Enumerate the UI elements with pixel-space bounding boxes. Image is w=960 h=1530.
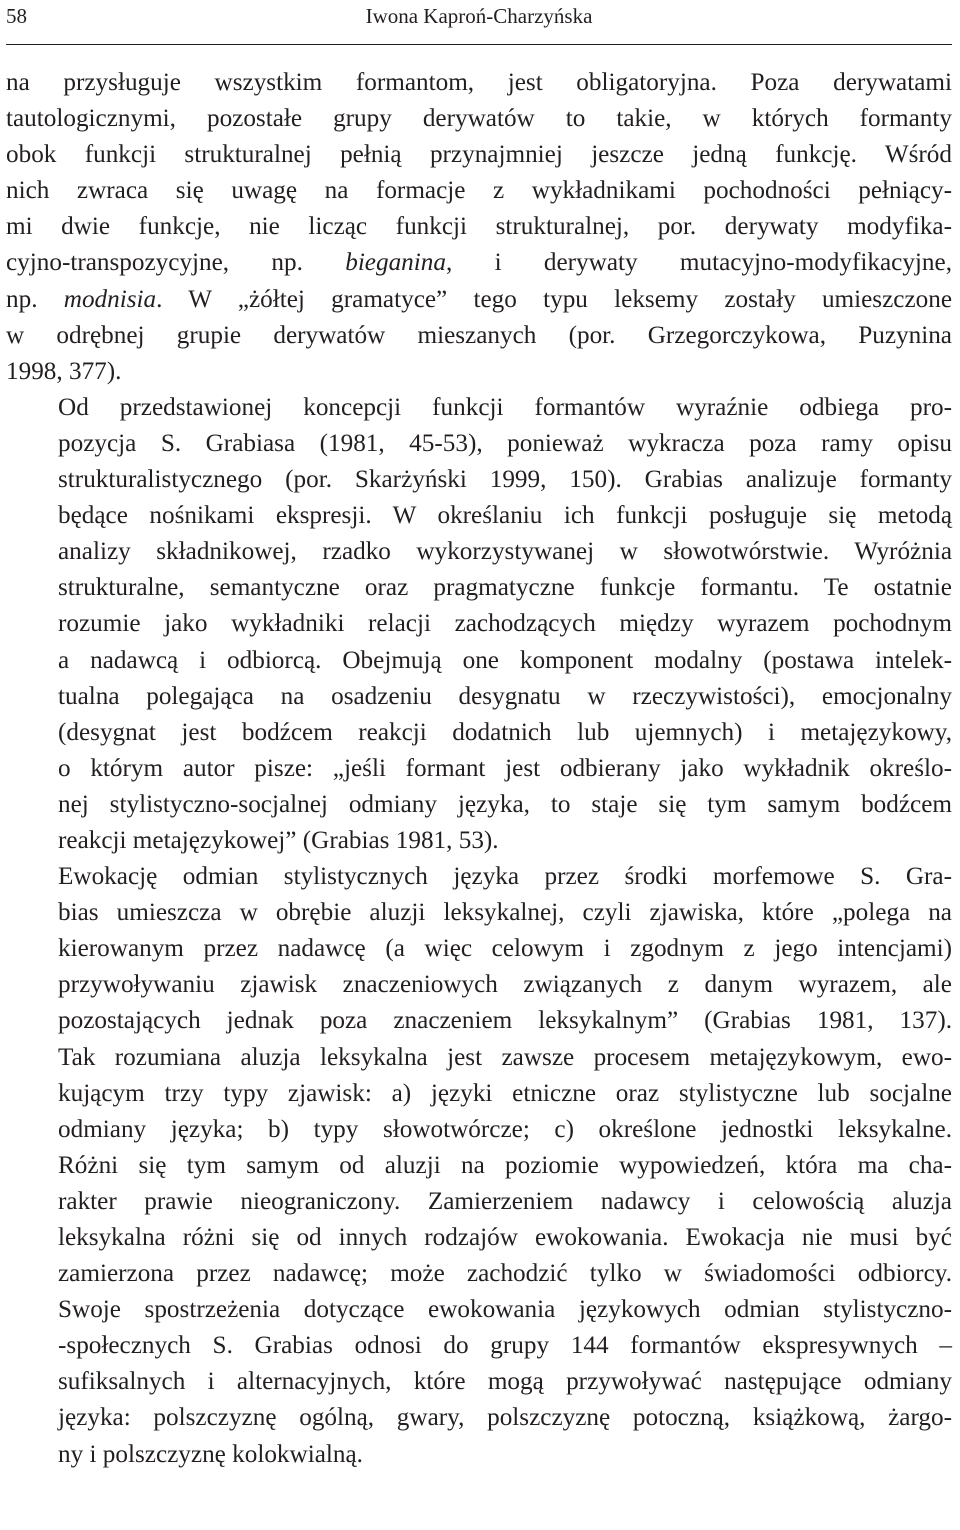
text-run: pozostających jednak poza znaczeniem leksykalnym” (Grabias 1981, 137). [58,1007,952,1035]
text-run: nej stylistyczno-socjalnej odmiany języka, to staje się tym samym bodźcem [58,790,952,818]
text-run: odmiany języka; b) typy słowotwórcze; c) określone jednostki leksykalne. [58,1115,952,1143]
text-line [6,859,952,895]
text-line [6,390,952,426]
text-run: będące nośnikami ekspresji. W określaniu ich funkcji posługuje się metodą [58,502,952,530]
text-run: przywoływaniu zjawisk znaczeniowych związanych z danym wyrazem, ale [58,971,952,999]
text-run: cyjno-transpozycyjne, np. [6,249,346,277]
text-run: sufiksalnych i alternacyjnych, które mogą przywoływać następujące odmiany [58,1368,952,1396]
text-line [6,318,952,354]
text-line [6,534,952,570]
text-run: rozumie jako wykładniki relacji zachodzących między wyrazem pochodnym [58,610,952,638]
text-line [6,1040,952,1076]
text-run: strukturalne, semantyczne oraz pragmatyczne funkcje formantu. Te ostatnie [58,574,952,602]
text-run: rakter prawie nieograniczony. Zamierzeniem nadawcy i celowością aluzja [58,1187,952,1215]
text-run: pozycja S. Grabiasa (1981, 45-53), ponieważ wykracza poza ramy opisu [58,429,952,457]
text-line [6,1184,952,1220]
text-run: ny i polszczyznę kolokwialną. [58,1440,363,1468]
text-run: a nadawcą i odbiorcą. Obejmują one komponent modalny (postawa intelek- [58,646,952,674]
text-run: języka: polszczyznę ogólną, gwary, polszczyznę potoczną, książkową, żargo- [58,1404,952,1432]
text-run: np. [6,285,64,313]
text-run: obok funkcji strukturalnej pełnią przynajmniej jeszcze jedną funkcję. Wśród [6,141,952,169]
text-line [6,715,952,751]
text-line [6,498,952,534]
text-run: strukturalistycznego (por. Skarżyński 1999, 150). Grabias analizuje formanty [58,466,952,494]
text-line [6,354,952,390]
text-line [6,1364,952,1400]
page-number: 58 [6,4,27,28]
text-line [6,245,952,281]
text-run: tualna polegająca na osadzeniu desygnatu w rzeczywistości), emocjonalny [58,682,952,710]
text-line [6,931,952,967]
text-run: o którym autor pisze: „jeśli formant jest odbierany jako wykładnik określo- [58,754,952,782]
text-line [6,462,952,498]
paragraph [6,65,952,390]
text-line [6,1400,952,1436]
text-run: 1998, 377). [6,357,122,385]
body-text [6,65,952,1473]
text-run: w odrębnej grupie derywatów mieszanych (por. Grzegorczykowa, Puzynina [6,321,952,349]
italic-example-word: bieganina [345,249,446,277]
text-line [6,1220,952,1256]
paragraph [6,859,952,1473]
text-run: nich zwraca się uwagę na formacje z wykładnikami pochodności pełniący- [6,177,952,205]
text-run: mi dwie funkcje, nie licząc funkcji strukturalnej, por. derywaty modyfika- [6,213,952,241]
text-line [6,606,952,642]
text-line [6,967,952,1003]
text-run: , i derywaty mutacyjno-modyfikacyjne, [445,249,952,277]
text-line [6,1076,952,1112]
text-line [6,570,952,606]
text-line [6,101,952,137]
text-line [6,173,952,209]
running-header [6,0,952,45]
text-line [6,1148,952,1184]
text-line [6,787,952,823]
text-run: bias umieszcza w obrębie aluzji leksykalnej, czyli zjawiska, które „polega na [58,899,952,927]
text-line [6,1292,952,1328]
text-line [6,209,952,245]
text-line [6,895,952,931]
text-line [6,751,952,787]
text-run: Różni się tym samym od aluzji na poziomie wypowiedzeń, która ma cha- [58,1151,952,1179]
text-line [6,643,952,679]
running-title: Iwona Kaproń-Charzyńska [365,4,593,28]
text-run: tautologicznymi, pozostałe grupy derywatów to takie, w których formanty [6,105,952,133]
text-run: kującym trzy typy zjawisk: a) języki etniczne oraz stylistyczne lub socjalne [58,1079,952,1107]
text-line [6,426,952,462]
text-line [6,823,952,859]
text-line [6,65,952,101]
text-run: analizy składnikowej, rzadko wykorzystywanej w słowotwórstwie. Wyróżnia [58,538,952,566]
text-run: Ewokację odmian stylistycznych języka przez środki morfemowe S. Gra- [58,863,952,891]
paragraph [6,390,952,859]
text-run: (desygnat jest bodźcem reakcji dodatnich lub ujemnych) i metajęzykowy, [58,718,952,746]
text-line [6,282,952,318]
text-run: -społecznych S. Grabias odnosi do grupy 144 formantów ekspresywnych – [58,1332,952,1360]
text-run: zamierzona przez nadawcę; może zachodzić tylko w świadomości odbiorcy. [58,1260,952,1288]
text-run: Od przedstawionej koncepcji funkcji formantów wyraźnie odbiega pro- [58,393,952,421]
text-run: kierowanym przez nadawcę (a więc celowym i zgodnym z jego intencjami) [58,935,952,963]
text-line [6,1112,952,1148]
text-run: na przysługuje wszystkim formantom, jest obligatoryjna. Poza derywatami [6,69,952,96]
text-line [6,679,952,715]
text-line [6,1256,952,1292]
text-run: Swoje spostrzeżenia dotyczące ewokowania językowych odmian stylistyczno- [58,1296,952,1324]
text-line [6,1003,952,1039]
text-run: . W „żółtej gramatyce” tego typu leksemy zostały umieszczone [156,285,953,313]
text-run: leksykalna różni się od innych rodzajów ewokowania. Ewokacja nie musi być [58,1224,952,1251]
text-run: reakcji metajęzykowej” (Grabias 1981, 53). [58,826,499,854]
text-run: Tak rozumiana aluzja leksykalna jest zawsze procesem metajęzykowym, ewo- [58,1043,952,1071]
italic-example-word: modnisia [63,285,157,313]
text-line [6,137,952,173]
text-line [6,1328,952,1364]
text-line [6,1437,952,1473]
